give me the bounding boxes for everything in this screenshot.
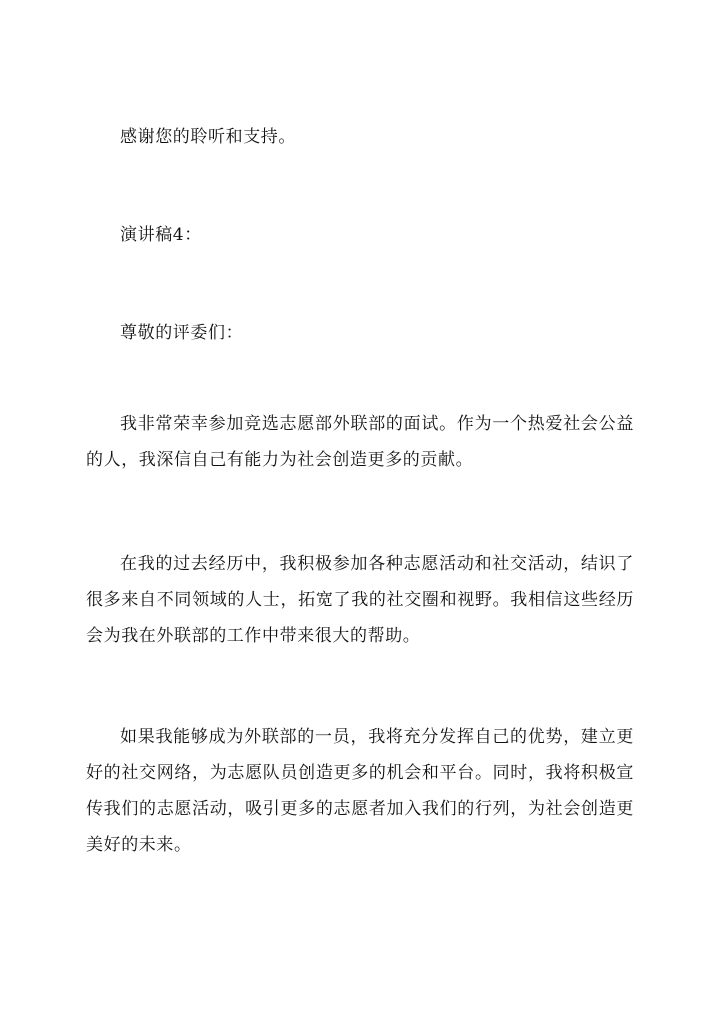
salutation-paragraph: 尊敬的评委们：	[120, 323, 244, 343]
body-paragraph-experience: 在我的过去经历中，我积极参加各种志愿活动和社交活动，结识了很多来自不同领域的人士，拓宽了我的社交圈和视野。我相信这些经历会为我在外联部的工作中带来很大的帮助。	[86, 554, 634, 646]
body-paragraph-intro: 我非常荣幸参加竞选志愿部外联部的面试。作为一个热爱社会公益的人，我深信自己有能力为社会创造更多的贡献。	[86, 414, 634, 470]
closing-paragraph: 感谢您的聆听和支持。	[120, 127, 296, 147]
body-paragraph-plans: 如果我能够成为外联部的一员，我将充分发挥自己的优势，建立更好的社交网络，为志愿队员创造更多的机会和平台。同时，我将积极宣传我们的志愿活动，吸引更多的志愿者加入我们的行列，为社会创造更美好的未来。	[86, 727, 634, 855]
speech-heading: 演讲稿4：	[120, 225, 202, 245]
